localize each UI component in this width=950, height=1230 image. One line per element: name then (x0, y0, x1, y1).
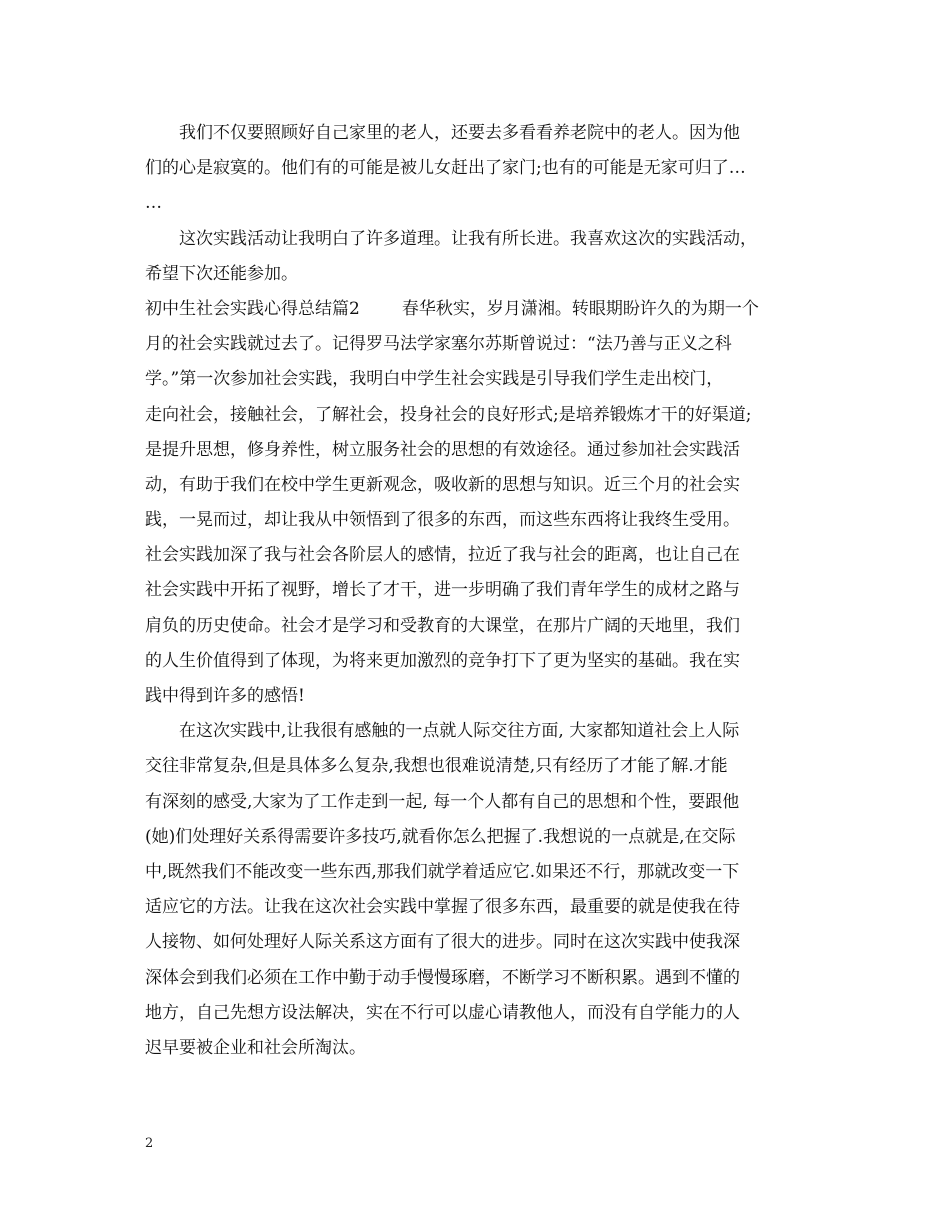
text-line: 在这次实践中,让我很有感触的一点就人际交往方面, 大家都知道社会上人际 (179, 721, 740, 742)
text-span: 春华秋实，岁月潇湘。转眼期盼许久的为期一个 (401, 298, 759, 319)
text-line: 学。”第一次参加社会实践，我明白中学生社会实践是引导我们学生走出校门， (145, 369, 724, 390)
text-line: (她)们处理好关系得需要许多技巧,就看你怎么把握了.我想说的一点就是,在交际 (145, 826, 736, 847)
text-line: 月的社会实践就过去了。记得罗马法学家塞尔苏斯曾说过：“法乃善与正义之科 (145, 334, 732, 355)
paragraph-interpersonal (145, 714, 815, 1066)
text-line: 动，有助于我们在校中学生更新观念，吸收新的思想与知识。近三个月的社会实 (145, 474, 740, 495)
text-line: 走向社会，接触社会，了解社会，投身社会的良好形式;是培养锻炼才干的好渠道; (145, 404, 752, 425)
text-line: 有深刻的感受,大家为了工作走到一起, 每一个人都有自己的思想和个性，要跟他 (145, 791, 740, 812)
text-line: 深体会到我们必须在工作中勤于动手慢慢琢磨，不断学习不断积累。遇到不懂的 (145, 967, 740, 988)
text-line: 人接物、如何处理好人际关系这方面有了很大的进步。同时在这次实践中使我深 (145, 932, 740, 953)
text-line: 交往非常复杂,但是具体多么复杂,我想也很难说清楚,只有经历了才能了解.才能 (145, 756, 728, 777)
text-line: 迟早要被企业和社会所淘汰。 (145, 1037, 366, 1058)
paragraph-elderly-care (145, 116, 815, 222)
text-line: 的人生价值得到了体现，为将来更加激烈的竞争打下了更为坚实的基础。我在实 (145, 650, 740, 671)
text-line: 践，一晃而过，却让我从中领悟到了很多的东西，而这些东西将让我终生受用。 (145, 510, 740, 531)
page-number: 2 (145, 1136, 154, 1151)
text-line: 社会实践中开拓了视野，增长了才干，进一步明确了我们青年学生的成材之路与 (145, 580, 740, 601)
text-line: … (145, 193, 162, 214)
text-line: 是提升思想，修身养性，树立服务社会的思想的有效途径。通过参加社会实践活 (145, 439, 740, 460)
text-line: 们的心是寂寞的。他们有的可能是被儿女赶出了家门;也有的可能是无家可归了… (145, 158, 746, 179)
text-line: 地方，自己先想方设法解决，实在不行可以虚心请教他人，而没有自学能力的人 (145, 1002, 740, 1023)
paragraph-practice-lesson (145, 222, 815, 292)
text-line: 希望下次还能参加。 (145, 263, 298, 284)
text-line: 中,既然我们不能改变一些东西,那我们就学着适应它.如果还不行，那就改变一下 (145, 861, 740, 882)
text-line: 践中得到许多的感悟! (145, 686, 305, 706)
document-body (145, 116, 815, 1066)
text-line (145, 292, 815, 327)
text-line: 我们不仅要照顾好自己家里的老人，还要去多看看养老院中的老人。因为他 (179, 123, 740, 143)
text-line: 这次实践活动让我明白了许多道理。让我有所长进。我喜欢这次的实践活动， (179, 228, 757, 249)
text-line: 社会实践加深了我与社会各阶层人的感情，拉近了我与社会的距离，也让自己在 (145, 545, 740, 566)
paragraph-summary-2 (145, 292, 815, 714)
text-line: 肩负的历史使命。社会才是学习和受教育的大课堂，在那片广阔的天地里，我们 (145, 615, 740, 636)
section-heading: 初中生社会实践心得总结篇2 (145, 298, 360, 319)
text-line: 适应它的方法。让我在这次社会实践中掌握了很多东西，最重要的就是使我在待 (145, 897, 740, 918)
